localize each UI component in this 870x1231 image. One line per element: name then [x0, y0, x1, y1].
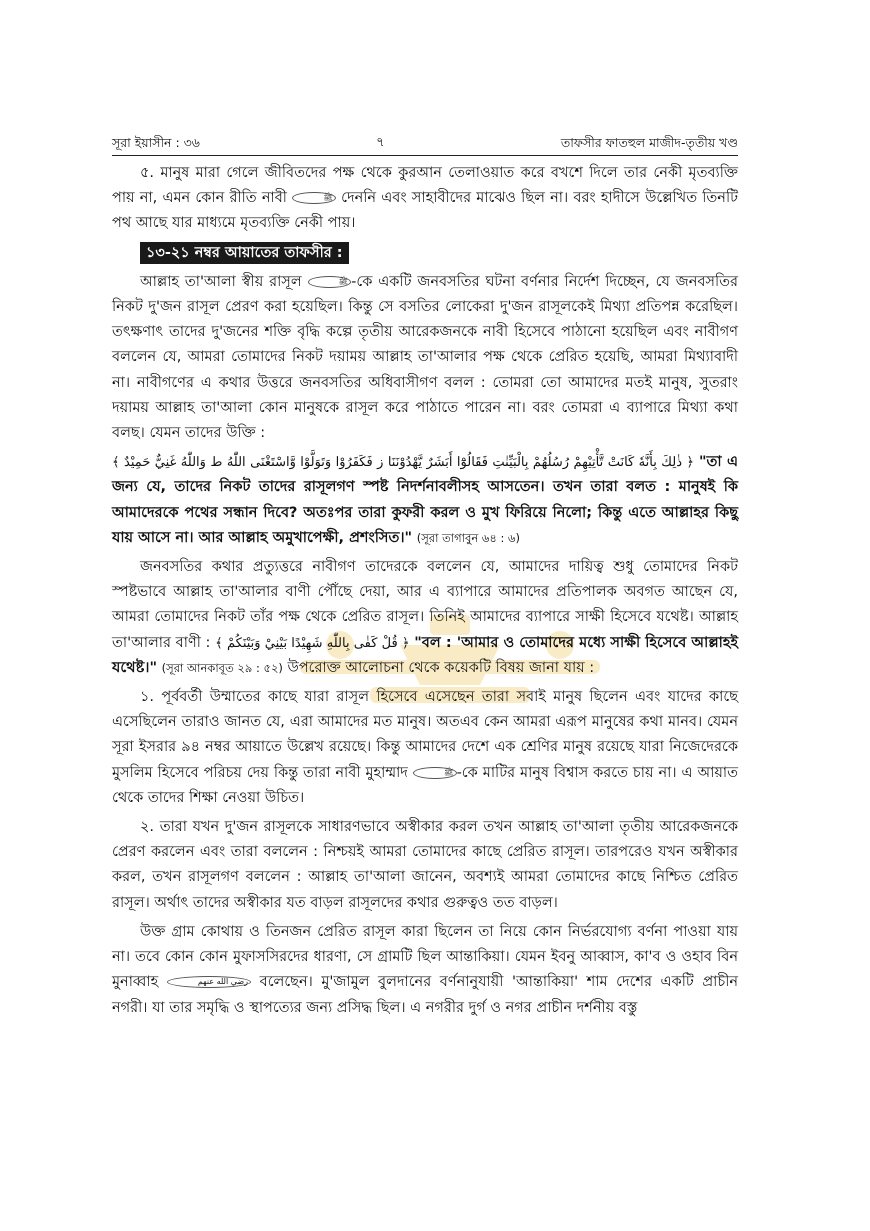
salla-icon: ﷺ [308, 276, 352, 288]
point-1: ১. পূর্ববর্তী উম্মাতের কাছে যারা রাসূল হিসেবে এসেছেন তারা সবাই মানুষ ছিলেন এবং যাদের কাছে এসেছিলেন তারাও জানত যে, এরা আমাদের মত মানুষ। অতএব কেন আমরা এরূপ মানুষের কথা মানব। যেমন সূরা ইসরার ৯৪ নম্বর আয়াতে উল্লেখ রয়েছে। কিন্তু আমাদের দেশে এক শ্রেণির মানুষ রয়েছে যারা নিজেদেরকে মুসলিম হিসেবে পরিচয় দেয় কিন্তু তারা নাবী মুহাম্মাদ ﷺ -কে মাটির মানুষ বিশ্বাস করতে চায় না। এ আয়াত থেকে তাদের শিক্ষা নেওয়া উচিত। [112, 689, 739, 806]
header-surah: সূরা ইয়াসীন : ৩৬ [112, 135, 200, 150]
body-text [112, 161, 738, 1021]
reference-2: (সূরা আনকাবূত ২৯ : ৫২) [161, 660, 283, 675]
arabic-verse-1: ﴿ ذٰلِكَ بِأَنَّهٗ كَانَتْ تَّأْتِيْهِمْ رُسُلُهُمْ بِالْبَيِّنٰتِ فَقَالُوْٓا أَبَشَرٌ يَّهْدُوْنَنَا ز فَكَفَرُوْا وَتَوَلَّوْا وَّاسْتَغْنَى اللّٰهُ ط وَاللّٰهُ غَنِيٌّ حَمِيْدٌ ﴾ [112, 455, 695, 471]
paragraph-1: ৫. মানুষ মারা গেলে জীবিতদের পক্ষ থেকে কুরআন তেলাওয়াত করে বখশে দিলে তার নেকী মৃতব্যক্তি পায় না, এমন কোন রীতি নাবী ﷺ দেননি এবং সাহাবীদের মাঝেও ছিল না। বরং হাদীসে উল্লেখিত তিনটি পথ আছে যার মাধ্যমে মৃতব্যক্তি নেকী পায়। [112, 165, 739, 232]
reference-1: (সূরা তাগাবুন ৬৪ : ৬) [416, 530, 520, 545]
salla-icon: ﷺ [292, 192, 336, 204]
salla-icon: ﷺ [413, 767, 457, 779]
translation-2: "বল : 'আমার ও তোমাদের মধ্যে সাক্ষী হিসেবে আল্লাহই যথেষ্ট।" [112, 634, 739, 676]
header-book-title: তাফসীর ফাতহুল মাজীদ-তৃতীয় খণ্ড [560, 135, 738, 150]
radi-icon: رضي الله عنهم [167, 976, 251, 988]
paragraph-3: জনবসতির কথার প্রত্যুত্তরে নাবীগণ তাদেরকে বললেন যে, আমাদের দায়িত্ব শুধু তোমাদের নিকট স্পষ্টভাবে আল্লাহ তা'আলার বাণী পৌঁছে দেয়া, আর এ ব্যাপারে আমাদের প্রতিপালক অবগত আছেন যে, আমরা তোমাদের নিকট তাঁর পক্ষ থেকে প্রেরিত রাসূল। তিনিই আমাদের ব্যাপারে সাক্ষী হিসেবে যথেষ্ট। আল্লাহ তা'আলার বাণী : ﴿ قُلْ كَفٰى بِاللّٰهِ شَهِيْدًا بَيْنِيْ وَبَيْنَكُمْ ﴾ "বল : 'আমার ও তোমাদের মধ্যে সাক্ষী হিসেবে আল্লাহই যথেষ্ট।" (সূরা আনকাবূত ২৯ : ৫২) উপরোক্ত আলোচনা থেকে কয়েকটি বিষয় জানা যায় : [112, 559, 739, 676]
document-page [112, 134, 738, 1025]
arabic-verse-2: ﴿ قُلْ كَفٰى بِاللّٰهِ شَهِيْدًا بَيْنِيْ وَبَيْنَكُمْ ﴾ [215, 635, 410, 651]
page-number: ৭ [376, 135, 385, 150]
page-header [112, 134, 738, 156]
point-2: ২. তারা যখন দু'জন রাসূলকে সাধারণভাবে অস্বীকার করল তখন আল্লাহ তা'আলা তৃতীয় আরেকজনকে প্রেরণ করলেন এবং তারা বললেন : নিশ্চয়ই আমরা তোমাদের কাছে প্রেরিত রাসূল। তারপরেও যখন অস্বীকার করল, তখন রাসূলগণ বললেন : আল্লাহ তা'আলা জানেন, অবশ্যই আমরা তোমাদের কাছে নিশ্চিত প্রেরিত রাসূল। অর্থাৎ তাদের অস্বীকার যত বাড়ল রাসূলদের কথার গুরুত্বও তত বাড়ল। [112, 819, 738, 911]
translation-1: "তা এ জন্য যে, তাদের নিকট তাদের রাসূলগণ স্পষ্ট নিদর্শনাবলীসহ আসতেন। তখন তারা বলত : মানুষই কি আমাদেরকে পথের সন্ধান দিবে? অতঃপর তারা কুফরী করল ও মুখ ফিরিয়ে নিলো; কিন্তু এতে আল্লাহর কিছু যায় আসে না। আর আল্লাহ অমুখাপেক্ষী, প্রশংসিত।" [112, 454, 738, 546]
paragraph-2: আল্লাহ তা'আলা স্বীয় রাসূল ﷺ -কে একটি জনবসতির ঘটনা বর্ণনার নির্দেশ দিচ্ছেন, যে জনবসতির নিকট দু'জন রাসূল প্রেরণ করা হয়েছিল। কিন্তু সে বসতির লোকেরা দু'জন রাসূলকেই মিথ্যা প্রতিপন্ন করেছিল। তৎক্ষণাৎ তাদের দু'জনের শক্তি বৃদ্ধি কল্পে তৃতীয় আরেকজনকে নাবী হিসেবে পাঠানো হয়েছিল এবং নাবীগণ বললেন যে, আমরা তোমাদের নিকট দয়াময় আল্লাহ তা'আলার পক্ষ থেকে প্রেরিত হয়েছি, আমরা মিথ্যাবাদী না। নাবীগণের এ কথার উত্তরে জনবসতির অধিবাসীগণ বলল : তোমরা তো আমাদের মতই মানুষ, সুতরাং দয়াময় আল্লাহ তা'আলা কোন মানুষকে রাসূল করে পাঠাতে পারেন না। বরং তোমরা এ ব্যাপারে মিথ্যা কথা বলছ। যেমন তাদের উক্তি : [112, 273, 738, 442]
paragraph-4: উক্ত গ্রাম কোথায় ও তিনজন প্রেরিত রাসূল কারা ছিলেন তা নিয়ে কোন নির্ভরযোগ্য বর্ণনা পাওয়া যায় না। তবে কোন কোন মুফাসসিরদের ধারণা, সে গ্রামটি ছিল আন্তাকিয়া। যেমন ইবনু আব্বাস, কা'ব ও ওহাব বিন মুনাব্বাহ رضي الله عنهم বলেছেন। মু'জামুল বুলদানের বর্ণনানুযায়ী 'আন্তাকিয়া' শাম দেশের একটি প্রাচীন নগরী। যা তার সমৃদ্ধি ও স্থাপত্যের জন্য প্রসিদ্ধ ছিল। এ নগরীর দুর্গ ও নগর প্রাচীন দর্শনীয় বস্তু [112, 923, 739, 1016]
section-heading: ১৩-২১ নম্বর আয়াতের তাফসীর : [140, 242, 349, 264]
section-heading-wrap [140, 241, 738, 266]
quote-1 [112, 450, 738, 551]
